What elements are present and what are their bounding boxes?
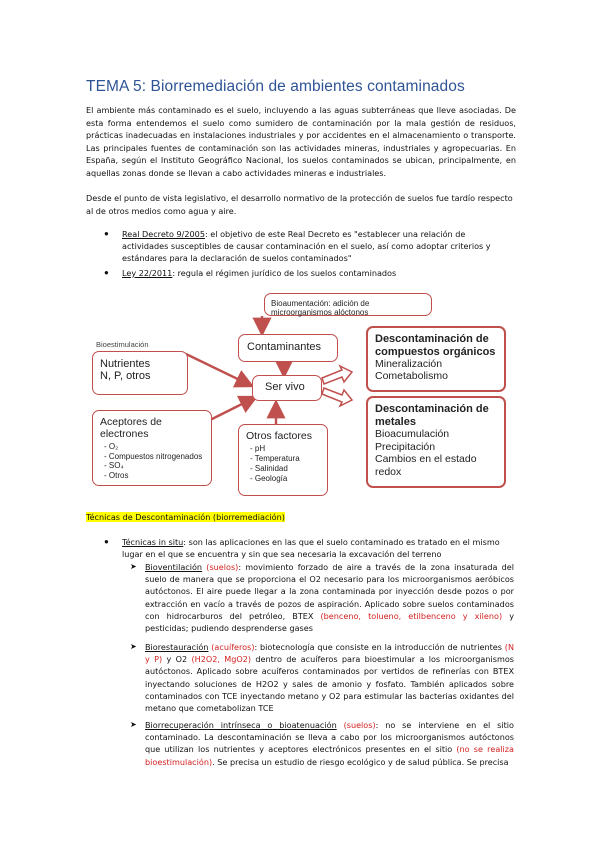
ser-vivo-box: Ser vivo: [252, 375, 322, 401]
otros-item: - Geología: [250, 474, 288, 483]
section-title: [86, 511, 285, 523]
insitu-paragraph: [122, 536, 514, 560]
bullet-dot: ●: [104, 537, 109, 546]
aceptores-item: - SO₄: [104, 461, 124, 470]
bullet-dot: ●: [104, 229, 109, 238]
arrow-to-metales: [322, 388, 352, 406]
metales-box: [366, 396, 506, 488]
btex-list: (benceno, tolueno, etilbenceno y xileno): [320, 610, 503, 621]
nutrients-tag: (N y P): [145, 642, 514, 665]
organicos-item: Cometabolismo: [375, 370, 448, 382]
bullet-real-decreto: [122, 228, 514, 265]
bioestimulacion-label: Bioestimulación: [96, 340, 149, 349]
bioatenuacion-text: : no se interviene en el sitio contaminado. La descontaminación se lleva a cabo por los microorganismos autóctonos que utilizan los nutrientes y aceptores electrónicos presentes en el sitio: [145, 720, 514, 755]
real-decreto-text: : el objetivo de este Real Decreto es "establecer una relación de actividades susceptibles de causar contaminación en el suelo, así como adoptar criterios y estándares para la declaración de suelos contaminados": [122, 229, 491, 264]
real-decreto-link[interactable]: Real Decreto 9/2005: [122, 229, 205, 239]
aceptores-item: - Otros: [104, 470, 129, 480]
organicos-item: Mineralización: [375, 358, 443, 370]
biorestauracion-text3: dentro de acuíferos para bioestimular a los microorganismos autóctonos. Aplicado sobre acuíferos contaminados por vertidos de refinerías con BTEX inyectando soluciones de H2O2 y sales de amonio y fosfato. También aplicados sobre contaminados con TCE inyectando metano y O2 para estimular las bacterias oxidantes del metano que cometabolizan TCE: [145, 654, 515, 714]
insitu-link[interactable]: Técnicas in situ: [122, 537, 184, 547]
bioventilacion-text: : movimiento forzado de aire a través de la zona insaturada del suelo de manera que se proporciona el O2 necesario para los microorganismos aeróbicos autóctonos. El aire puede llegar a la zona contaminada por inyección desde pozos o por extracción en vacío a través de pozos de aspiración. Aplicado sobre suelos contaminados con hidrocarburos del petróleo, BTEX: [145, 562, 514, 621]
legislation-paragraph: Desde el punto de vista legislativo, el desarrollo normativo de la protección de suelos fue tardío respecto al de otros medios como agua y aire.: [86, 193, 513, 216]
arrow-bullet-icon: ➤: [130, 562, 137, 571]
ley-text: : regula el régimen jurídico de los suelos contaminados: [172, 268, 397, 278]
bioremediation-diagram: [86, 290, 512, 502]
aceptores-title: Aceptores de electrones: [100, 416, 162, 440]
otros-item: - pH: [250, 444, 266, 453]
nutrientes-box: Nutrientes N, P, otros: [92, 351, 188, 395]
intro-paragraph: El ambiente más contaminado es el suelo, incluyendo a las aguas subterráneas que lleve asociadas. De esta forma entendemos el suelo como sumidero de contaminación por la mala gestión de residuos, prácticas inadecuadas en instalaciones industriales y por accidentes en el almacenamiento o transporte. Las principales fuentes de contaminación son las actividades mineras, industriales y agropecuarias. En España, según el Instituto Geográfico Nacional, los suelos contaminados se ubican, principalmente, en aquellas zonas donde se llevan a cabo actividades mineras e industriales.: [86, 105, 516, 178]
biorestauracion-link[interactable]: Biorestauración: [145, 642, 209, 652]
otros-item: - Temperatura: [250, 454, 300, 463]
page-title: TEMA 5: Biorremediación de ambientes contaminados: [86, 78, 465, 95]
metales-item: Precipitación: [375, 440, 436, 453]
no-bioestimulacion-tag: (no se realiza bioestimulación): [145, 744, 514, 767]
bullet-dot: ●: [104, 268, 109, 277]
arrow-aceptores: [210, 398, 254, 420]
aceptores-item: - O₂: [104, 442, 119, 451]
metales-item: Bioacumulación: [375, 428, 450, 440]
metales-title: Descontaminación de metales: [375, 403, 489, 428]
bioatenuacion-tag: (suelos): [343, 720, 376, 730]
bioventilacion-text2: y pesticidas; pudiendo desprenderse gases: [145, 610, 515, 634]
arrow-bullet-icon: ➤: [130, 642, 137, 651]
arrow-to-organicos: [322, 366, 352, 384]
bullet-ley: [122, 267, 514, 279]
aceptores-item: - Compuestos nitrogenados: [104, 451, 203, 461]
bioatenuacion-text2: . Se precisa un estudio de riesgo ecológico y de salud pública. Se precisa: [212, 756, 509, 767]
organicos-title: Descontaminación de compuestos orgánicos: [375, 333, 496, 358]
organicos-box: [366, 326, 506, 392]
ley-link[interactable]: Ley 22/2011: [122, 268, 173, 278]
bioatenuacion-link[interactable]: Biorrecuperación intrínseca o bioatenuación: [145, 720, 337, 730]
otros-item: - Salinidad: [250, 464, 288, 473]
oxygen-sources-tag: (H2O2, MgO2): [191, 654, 252, 665]
bioaumentacion-box: Bioaumentación: adición de microorganismos alóctonos: [264, 293, 432, 316]
arrow-bullet-icon: ➤: [130, 720, 137, 729]
insitu-text: : son las aplicaciones en las que el suelo contaminado es tratado en el mismo lugar en el que se encuentra y sin que sea necesaria la excavación del terreno: [122, 537, 500, 560]
section-title-text: Técnicas de Descontaminación (biorremediación): [86, 512, 285, 522]
metales-item: Cambios en el estado redox: [375, 453, 477, 478]
bioventilacion-link[interactable]: Bioventilación: [145, 562, 203, 572]
contaminantes-box: Contaminantes: [238, 334, 338, 362]
bioatenuacion-paragraph: [145, 719, 514, 768]
bioventilacion-paragraph: [145, 561, 514, 634]
biorestauracion-paragraph: [145, 641, 514, 714]
otros-factores-box: [238, 424, 328, 496]
bioventilacion-tag: (suelos): [206, 562, 239, 572]
biorestauracion-tag: (acuíferos): [211, 642, 255, 652]
biorestauracion-text: : biotecnología que consiste en la introducción de nutrientes: [254, 642, 502, 652]
aceptores-box: [92, 410, 212, 486]
otros-title: Otros factores: [246, 430, 312, 442]
biorestauracion-text2: y O2: [166, 654, 188, 665]
